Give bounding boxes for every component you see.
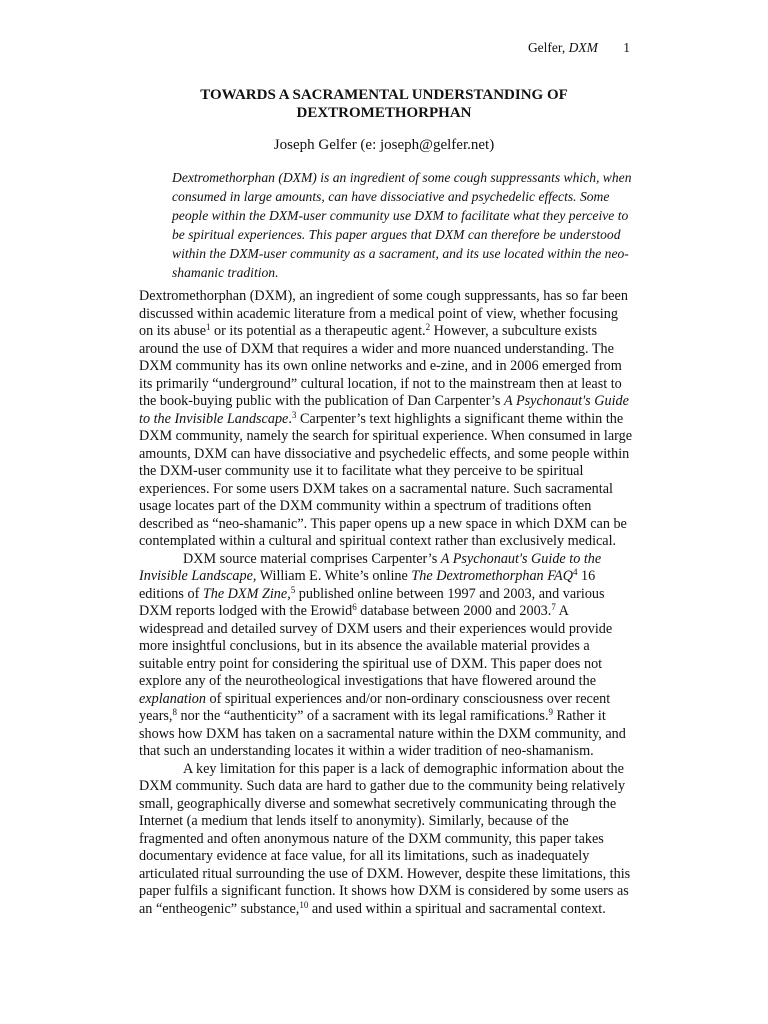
text-run: or its potential as a therapeutic agent. [210, 323, 426, 339]
footnote-marker: 6 [352, 602, 357, 612]
text-run: Dextromethorphan (DXM), an ingredient of some cough suppressants, has so far been discussed within academic literature from a medical point of view, whether focusing on its abuse [139, 288, 628, 339]
text-run: database between 2000 and 2003. [356, 603, 552, 619]
footnote-marker: 5 [290, 584, 296, 595]
footnote-marker: 3 [291, 409, 297, 420]
footnote-marker: 10 [299, 899, 309, 910]
abstract: Dextromethorphan (DXM) is an ingredient of some cough suppressants which, when consumed in large amounts, can have dissociative and psychedelic effects. Some people within the DXM-user community use DXM to facilitate what they perceive to be spiritual experiences. This paper argues that DXM can therefore be understood within the DXM-user community as a sacrament, and its use located within the neo-shamanic tradition. [172, 170, 632, 280]
text-run: , [287, 585, 291, 602]
text-run: published online between 1997 and 2003, and various DXM reports lodged with the Erowid [139, 585, 605, 619]
faq-title: The Dextromethorphan FAQ [411, 568, 573, 584]
footnote-marker: 1 [206, 322, 211, 332]
text-run: DXM source material comprises Carpenter’s [183, 550, 441, 567]
title-line-2: DEXTROMETHORPHAN [296, 105, 472, 121]
title-line-1: TOWARDS A SACRAMENTAL UNDERSTANDING OF [200, 87, 568, 103]
text-run: and used within a spiritual and sacramental context. [308, 900, 606, 917]
author-line: Joseph Gelfer (e: joseph@gelfer.net) [273, 137, 495, 153]
footnote-marker: 9 [548, 707, 553, 717]
footnote-marker: 2 [425, 322, 431, 332]
page-number: 1 [623, 40, 630, 55]
text-run: 16 editions of [139, 568, 596, 602]
running-header [528, 40, 630, 56]
running-head-short-title: DXM [568, 40, 598, 55]
text-run: Rather it shows how DXM has taken on a sacramental nature within the DXM community, and that such an understanding locates it within a wider tradition of neo-shamanism. [139, 708, 626, 759]
text-run: nor the “authenticity” of a sacrament with its legal ramifications. [176, 708, 549, 724]
book-title: A Psychonaut's Guide to the Invisible Landscape [139, 393, 629, 427]
paragraph-2 [139, 551, 632, 761]
text-run: , William E. White’s online [252, 568, 412, 584]
running-head-author: Gelfer, [527, 40, 566, 55]
paper-title [0, 86, 768, 122]
text-run: However, a subculture exists around the use of DXM that requires a wider and more nuanced understanding. The DXM community has its own online networks and e-zine, and in 2006 emerged from its primarily “underground” cultural location, if not to the mainstream then at least to the book-buying public with the publication of Dan Carpenter’s [139, 323, 622, 409]
text-run: Carpenter’s text highlights a significant theme within the DXM community, namely the search for spiritual experience. When consumed in large amounts, DXM can have dissociative and psychedelic effects, and some people within the DXM-user community use it to facilitate what they perceive to be spiritual experiences. For some users DXM takes on a sacramental nature. Such sacramental usage locates part of the DXM community within a spectrum of traditions often described as “neo-shamanic”. This paper opens up a new space in which DXM can be contemplated within a cultural and spiritual context rather than exclusively medical. [139, 410, 632, 549]
text-run: A key limitation for this paper is a lack of demographic information about the DXM community. Such data are hard to gather due to the community being relatively small, geographically diverse and somewhat secretively communicating through the Internet (a medium that lends itself to anonymity). Similarly, because of the fragmented and often anonymous nature of the DXM community, this paper takes documentary evidence at face value, for all its limitations, such as inadequately articulated ritual surrounding the use of DXM. However, despite these limitations, this paper fulfils a significant function. It shows how DXM is considered by some users as an “entheogenic” substance, [139, 760, 631, 917]
text-run: . [288, 410, 292, 427]
footnote-marker: 8 [172, 707, 177, 717]
paragraph-1 [139, 288, 632, 551]
book-title: A Psychonaut's Guide to the Invisible Landscape [139, 550, 602, 584]
zine-title: The DXM Zine [202, 585, 288, 602]
emphasis: explanation [139, 690, 206, 707]
footnote-marker: 7 [551, 602, 556, 612]
text-run: A widespread and detailed survey of DXM users and their experiences would provide more insightful conclusions, but in its absence the available material provides a suitable entry point for considering the spiritual use of DXM. This paper does not explore any of the neurotheological investigations that have flowered around the [139, 603, 613, 689]
body-text [139, 288, 632, 918]
footnote-marker: 4 [572, 567, 578, 577]
paragraph-3 [139, 761, 632, 919]
text-run: of spiritual experiences and/or non-ordinary consciousness over recent years, [139, 690, 611, 724]
